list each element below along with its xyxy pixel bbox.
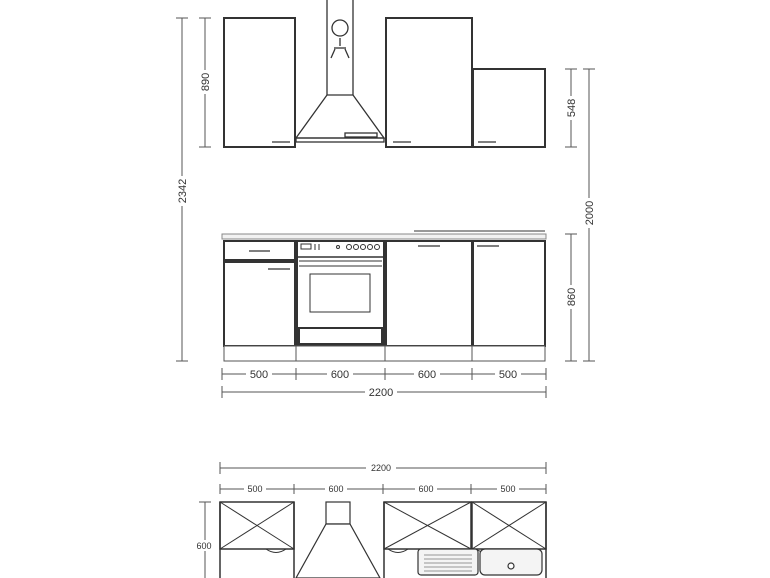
extractor-hood bbox=[296, 0, 384, 142]
sink-bowl bbox=[480, 549, 542, 575]
dim-label-2342: 2342 bbox=[177, 178, 189, 204]
base-cabinet-left bbox=[224, 262, 295, 346]
wall-cabinet-short bbox=[473, 69, 545, 147]
fan-icon bbox=[332, 20, 348, 36]
top-dim-label-depth: 600 bbox=[196, 541, 212, 551]
top-dim-label-width-4: 500 bbox=[500, 484, 516, 494]
plinth bbox=[224, 346, 545, 361]
top-dim-label-total-width: 2200 bbox=[370, 463, 392, 473]
wall-cabinet-left bbox=[224, 18, 295, 147]
sink bbox=[418, 549, 542, 575]
base-cabinet-right bbox=[473, 241, 545, 346]
dim-label-width-1: 500 bbox=[249, 369, 269, 381]
base-units bbox=[224, 241, 545, 346]
top-dim-label-width-1: 500 bbox=[247, 484, 263, 494]
wall-cabinet-middle bbox=[386, 18, 472, 147]
dim-label-548: 548 bbox=[566, 98, 578, 118]
dim-label-2000: 2000 bbox=[584, 200, 596, 226]
top-hood bbox=[296, 502, 380, 578]
worktop bbox=[222, 231, 546, 239]
dim-label-width-4: 500 bbox=[498, 369, 518, 381]
base-cabinet-middle bbox=[386, 241, 472, 346]
dim-label-860: 860 bbox=[566, 287, 578, 307]
sink-drain bbox=[508, 563, 514, 569]
dim-label-890: 890 bbox=[200, 72, 212, 92]
top-dim-label-width-2: 600 bbox=[328, 484, 344, 494]
dim-label-total-width: 2200 bbox=[368, 387, 394, 399]
wall-units bbox=[224, 18, 545, 147]
dim-label-width-3: 600 bbox=[417, 369, 437, 381]
top-dim-label-width-3: 600 bbox=[418, 484, 434, 494]
dim-label-width-2: 600 bbox=[330, 369, 350, 381]
top-view-units bbox=[220, 502, 546, 578]
